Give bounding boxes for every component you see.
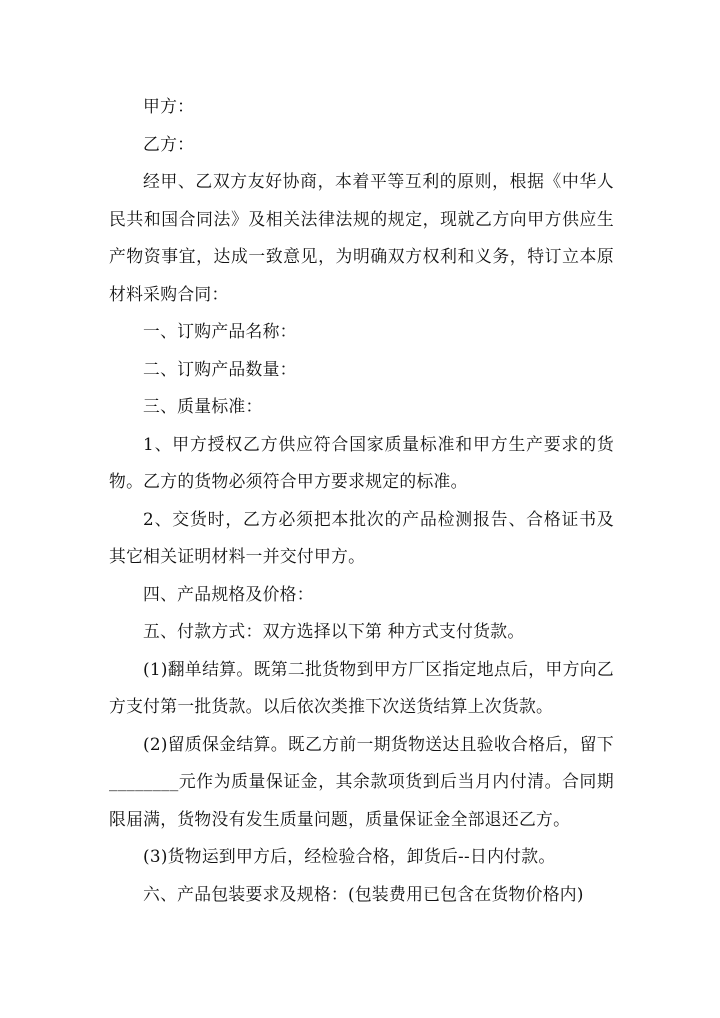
section-quality-standard: 三、质量标准： [143,396,263,416]
payment-option-1: (1)翻单结算。既第二批货物到甲方厂区指定地点后，甲方向乙方支付第一批货款。以后依次类推下次送货结算上次货款。 [109,658,614,716]
payment-option-3: (3)货物运到甲方后，经检验合格，卸货后--日内付款。 [143,846,556,866]
section-payment-method: 五、付款方式：双方选择以下第 种方式支付货款。 [143,621,525,641]
contract-body [109,88,614,913]
section-packaging: 六、产品包装要求及规格：(包装费用已包含在货物价格内) [143,883,584,904]
section-product-quantity: 二、订购产品数量： [143,358,297,379]
quality-clause-1: 1、甲方授权乙方供应符合国家质量标准和甲方生产要求的货物。乙方的货物必须符合甲方要求规定的标准。 [109,433,614,491]
section-product-name: 一、订购产品名称： [143,321,297,341]
payment-option-2: (2)留质保金结算。既乙方前一期货物送达且验收合格后，留下________元作为质量保证金，其余款项货到后当月内付清。合同期限届满，货物没有发生质量问题，质量保证金全部退还乙方。 [109,733,614,829]
quality-clause-2: 2、交货时，乙方必须把本批次的产品检测报告、合格证书及其它相关证明材料一并交付甲方。 [109,508,614,566]
party-b-line: 乙方： [143,133,195,154]
section-spec-price: 四、产品规格及价格： [143,583,314,604]
party-a-line: 甲方： [143,96,195,116]
preamble-paragraph: 经甲、乙双方友好协商，本着平等互利的原则，根据《中华人民共和国合同法》及相关法律法规的规定，现就乙方向甲方供应生产物资事宜，达成一致意见，为明确双方权利和义务，特订立本原材料采购合同： [109,171,614,304]
